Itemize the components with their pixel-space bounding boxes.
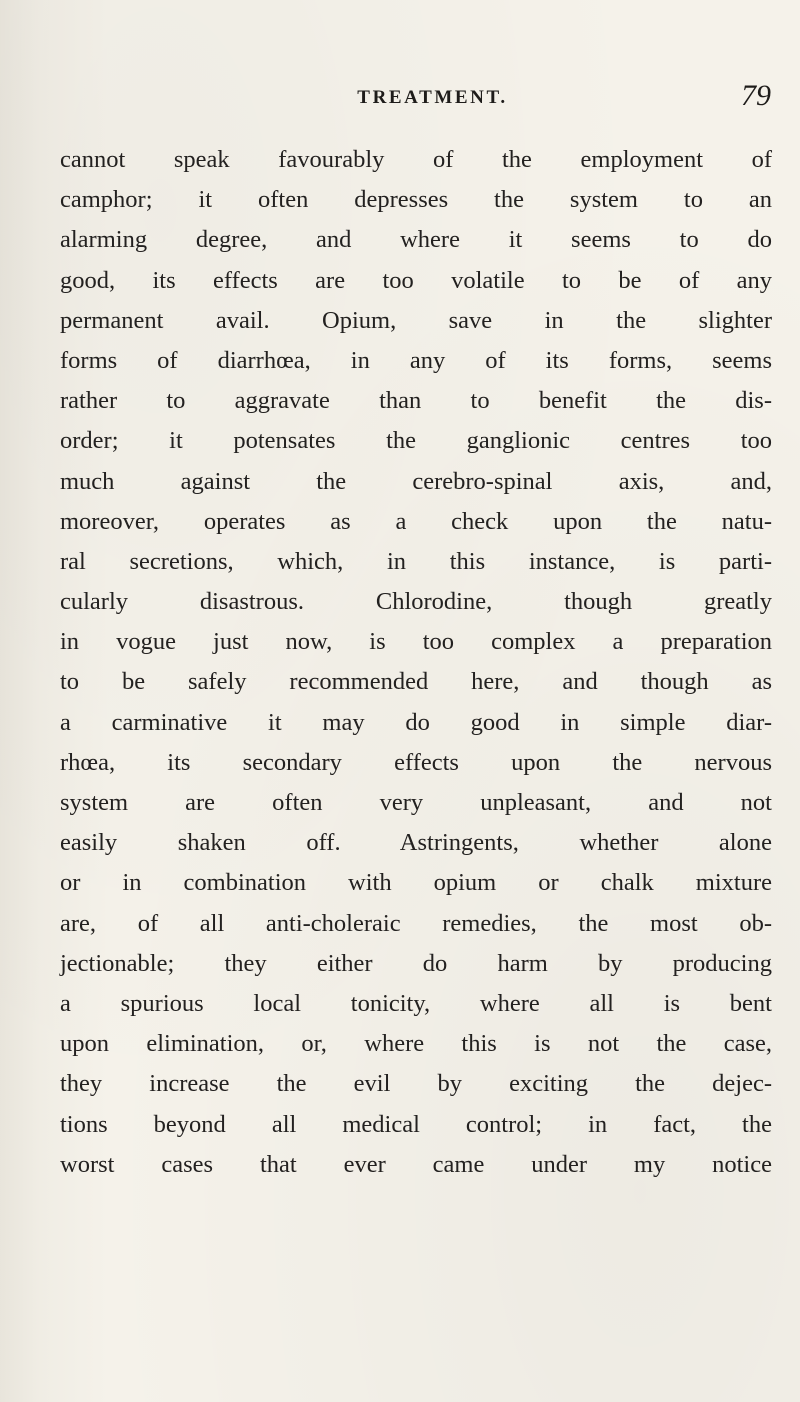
text-line: moreover, operates as a check upon the natu-: [60, 507, 772, 535]
text-line: to be safely recommended here, and though as: [60, 668, 772, 696]
text-line: system are often very unpleasant, and not: [60, 789, 772, 816]
text-line: are, of all anti-choleraic remedies, the most ob-: [60, 909, 772, 937]
text-line: much against the cerebro-spinal axis, and,: [60, 467, 772, 495]
text-line: a spurious local tonicity, where all is bent: [60, 989, 772, 1017]
text-line: rhœa, its secondary effects upon the nervous: [60, 748, 772, 776]
text-line: jectionable; they either do harm by producing: [60, 949, 772, 977]
text-line: alarming degree, and where it seems to do: [60, 226, 772, 254]
text-line: easily shaken off. Astringents, whether alone: [60, 829, 772, 857]
running-head: TREATMENT.: [357, 87, 508, 108]
text-line: upon elimination, or, where this is not the case,: [60, 1030, 772, 1058]
text-line: good, its effects are too volatile to be of any: [60, 266, 772, 294]
page-header: [60, 79, 775, 123]
text-line: tions beyond all medical control; in fact, the: [60, 1110, 772, 1138]
text-line: worst cases that ever came under my notice: [60, 1150, 772, 1178]
text-line: forms of diarrhœa, in any of its forms, seems: [60, 346, 772, 374]
text-line: permanent avail. Opium, save in the slighter: [60, 306, 772, 334]
text-line: camphor; it often depresses the system to an: [60, 186, 772, 214]
text-line: in vogue just now, is too complex a preparation: [60, 628, 772, 656]
text-line: they increase the evil by exciting the dejec-: [60, 1070, 772, 1098]
page-number: 79: [741, 79, 771, 112]
text-line: cannot speak favourably of the employment of: [60, 146, 772, 173]
text-line: ral secretions, which, in this instance, is parti-: [60, 547, 772, 575]
text-line: or in combination with opium or chalk mixture: [60, 869, 772, 897]
body-text: [60, 140, 772, 1185]
text-line: order; it potensates the ganglionic centres too: [60, 427, 772, 455]
text-line: a carminative it may do good in simple diar-: [60, 708, 772, 736]
text-line: rather to aggravate than to benefit the dis-: [60, 387, 772, 415]
text-line: cularly disastrous. Chlorodine, though greatly: [60, 588, 772, 616]
